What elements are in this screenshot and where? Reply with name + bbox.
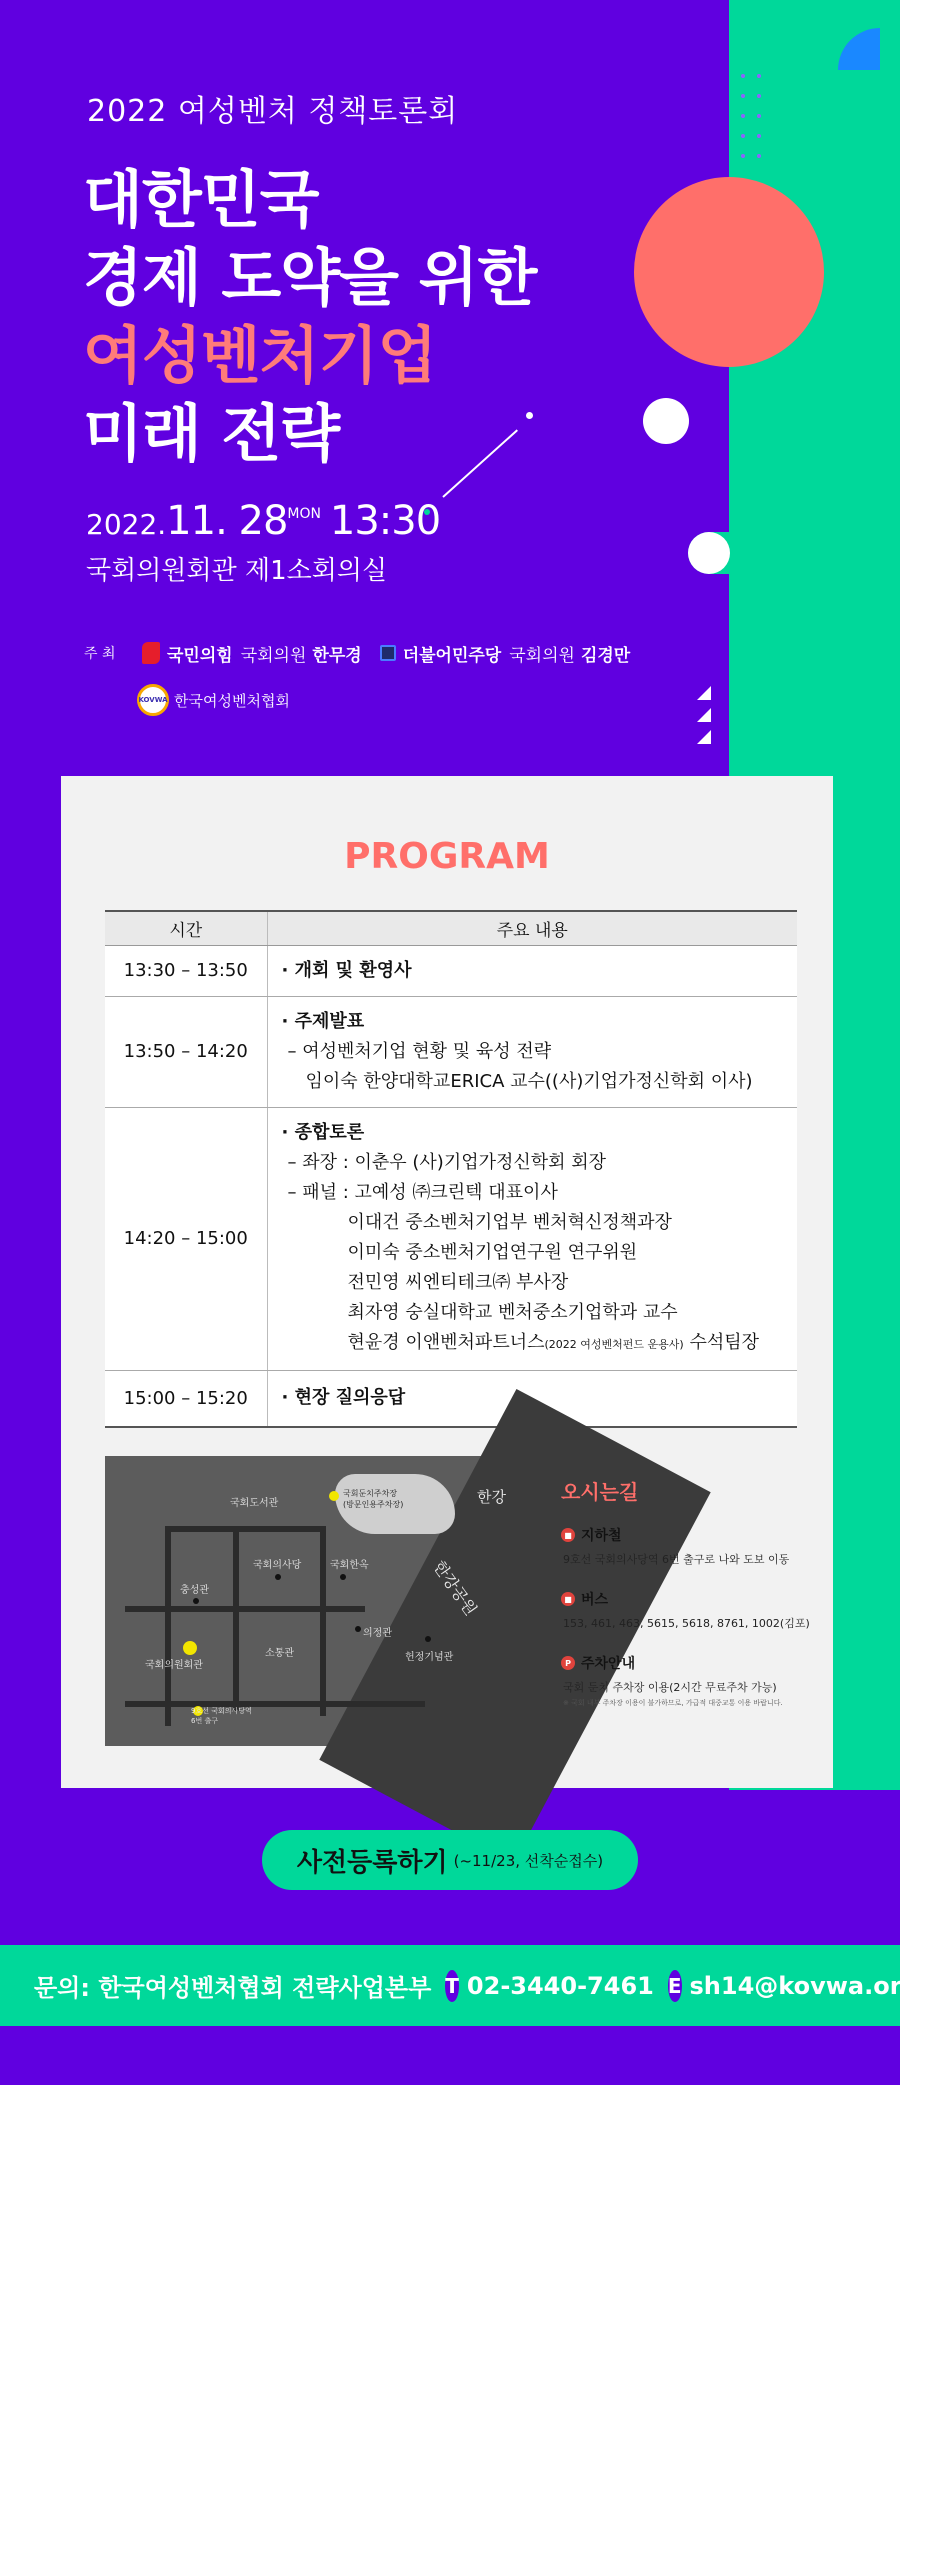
row-line: – 좌장 : 이춘우 (사)기업가정신학회 회장 <box>287 1151 607 1173</box>
map-road <box>165 1526 325 1532</box>
subway-heading: 지하철 <box>581 1528 622 1544</box>
contact-band <box>0 1945 935 2026</box>
row-content <box>267 996 797 1107</box>
directions-parking <box>561 1653 821 1708</box>
map-label-hangang: 한강 <box>477 1488 506 1506</box>
directions-title: 오시는길 <box>561 1480 639 1504</box>
phone-icon: T <box>445 1970 459 2002</box>
date-year: 2022. <box>86 508 167 541</box>
table-header-row <box>105 911 797 945</box>
contact-label: 문의: 한국여성벤처협회 전략사업본부 <box>34 1974 432 2002</box>
row-line: – 패널 : 고예성 ㈜크린텍 대표이사 <box>287 1181 558 1203</box>
contact-email[interactable]: sh14@kovwa.or.kr <box>689 1971 935 2000</box>
row-line <box>282 1328 784 1360</box>
row-line: 임이숙 한양대학교ERICA 교수((사)기업가정신학회 이사) <box>305 1070 753 1092</box>
host1-role: 국회의원 <box>240 645 307 666</box>
bus-icon: ■ <box>561 1592 575 1606</box>
decor-small-dot <box>526 412 533 419</box>
subway-icon: ■ <box>561 1528 575 1542</box>
program-table <box>105 910 797 1428</box>
directions-subway <box>561 1525 821 1567</box>
column-header-content: 주요 내용 <box>267 911 797 945</box>
decor-triangle <box>697 708 711 722</box>
column-header-time: 시간 <box>105 911 267 945</box>
row-heading: · 주제발표 <box>281 1010 365 1032</box>
map-label-office: 국회의원회관 <box>145 1660 203 1671</box>
parking-icon: P <box>561 1656 575 1670</box>
row-heading: · 개회 및 환영사 <box>281 959 412 981</box>
map-label-chunggyo: 충성관 <box>180 1585 209 1596</box>
association-name: 한국여성벤처협회 <box>174 691 290 710</box>
party-logo-icon <box>380 645 396 661</box>
row-time: 15:00 – 15:20 <box>105 1370 267 1427</box>
panelist-name: 현윤경 이앤벤처파트너스 <box>347 1331 545 1353</box>
email-icon: E <box>668 1970 682 2002</box>
register-label: 사전등록하기 <box>296 1847 448 1878</box>
directions-panel <box>561 1476 821 1730</box>
subway-text: 9호선 국회의사당역 6번 출구로 나와 도보 이동 <box>563 1553 790 1566</box>
row-heading: · 종합토론 <box>281 1121 365 1143</box>
host2-party: 더불어민주당 <box>402 645 502 666</box>
parking-text: 국회 둔치 주차장 이용(2시간 무료주차 가능) <box>563 1681 777 1694</box>
event-subtitle: 2022 여성벤처 정책토론회 <box>87 94 459 129</box>
row-time: 14:20 – 15:00 <box>105 1107 267 1370</box>
map-label-uijeong: 의정관 <box>363 1628 392 1639</box>
panelist-note: (2022 여성벤처펀드 운용사) <box>544 1337 684 1351</box>
host2-name: 김경만 <box>580 645 631 666</box>
program-card <box>61 776 833 1788</box>
table-row <box>105 1370 797 1427</box>
map-road <box>165 1526 171 1726</box>
host1-party: 국민의힘 <box>167 645 233 666</box>
decor-dot-grid <box>727 74 767 160</box>
map-pin <box>425 1636 431 1642</box>
event-venue: 국회의원회관 제1소회의실 <box>86 556 388 586</box>
decor-coral-circle <box>634 177 824 367</box>
parking-pin-icon <box>329 1491 339 1501</box>
row-heading: · 현장 질의응답 <box>281 1387 406 1409</box>
decor-triangle <box>697 686 711 700</box>
map-road <box>233 1526 239 1711</box>
row-line: – 여성벤처기업 현황 및 육성 전략 <box>287 1040 552 1062</box>
title-line-4: 미래 전략 <box>83 397 340 470</box>
map-label-library: 국회도서관 <box>230 1498 279 1509</box>
row-line: 이미숙 중소벤처기업연구원 연구위원 <box>347 1241 638 1263</box>
host-label: 주 최 <box>84 646 116 662</box>
map-road <box>125 1701 425 1707</box>
table-row <box>105 945 797 996</box>
date-weekday: MON <box>287 506 321 522</box>
map-label-hanok: 국회한옥 <box>330 1560 369 1571</box>
decor-triangle <box>697 730 711 744</box>
title-line-1: 대한민국 <box>83 163 319 236</box>
date-time: 13:30 <box>329 498 441 544</box>
row-content <box>267 945 797 996</box>
table-row <box>105 996 797 1107</box>
association-logo-icon: KOVWA <box>137 684 169 716</box>
event-date <box>86 498 440 544</box>
title-line-2: 경제 도약을 위한 <box>83 241 537 314</box>
decor-slash-line <box>442 429 518 497</box>
map-label-parking: 국회둔치주차장 (방문인용주차장) <box>343 1489 404 1509</box>
register-button[interactable] <box>262 1830 638 1890</box>
map-label-sorang: 소통관 <box>265 1648 294 1659</box>
map-pin <box>340 1574 346 1580</box>
row-time: 13:30 – 13:50 <box>105 945 267 996</box>
map-label-memorial: 헌정기념관 <box>405 1652 454 1663</box>
parking-note: ※ 국회 내부 주차장 이용이 불가하므로, 가급적 대중교통 이용 바랍니다. <box>563 1699 783 1707</box>
table-row <box>105 1107 797 1370</box>
directions-bus <box>561 1589 821 1631</box>
program-title: PROGRAM <box>344 836 550 877</box>
date-month-day: 11. 28 <box>166 498 288 544</box>
title-line-3: 여성벤처기업 <box>83 319 437 392</box>
decor-white-circle <box>643 398 689 444</box>
host1-name: 한무경 <box>312 645 362 666</box>
venue-pin-icon <box>183 1641 197 1655</box>
row-line: 전민영 씨엔티테크㈜ 부사장 <box>347 1271 569 1293</box>
parking-heading: 주차안내 <box>581 1656 636 1672</box>
bus-text: 153, 461, 463, 5615, 5618, 8761, 1002(김포) <box>563 1617 810 1630</box>
party-logo-icon <box>142 642 160 664</box>
row-line: 최자영 숭실대학교 벤처중소기업학과 교수 <box>347 1301 678 1323</box>
panelist-title: 수석팀장 <box>683 1331 759 1353</box>
row-time: 13:50 – 14:20 <box>105 996 267 1107</box>
location-map <box>105 1456 541 1746</box>
map-label-subway: 9호선 국회의사당역 6번 출구 <box>191 1707 252 1725</box>
map-pin <box>355 1626 361 1632</box>
decor-pill <box>688 532 770 574</box>
bus-heading: 버스 <box>581 1592 609 1608</box>
row-line: 이대건 중소벤처기업부 벤처혁신정책과장 <box>347 1211 672 1233</box>
map-road <box>320 1526 326 1716</box>
association-row <box>137 684 290 716</box>
row-content <box>267 1107 797 1370</box>
map-pin <box>193 1598 199 1604</box>
register-note: (~11/23, 선착순접수) <box>453 1851 604 1870</box>
contact-phone[interactable]: 02-3440-7461 <box>466 1971 654 2000</box>
map-label-hangang-park: 한강공원 <box>429 1557 481 1619</box>
map-pin <box>275 1574 281 1580</box>
host-row <box>84 641 630 665</box>
host2-role: 국회의원 <box>509 645 575 666</box>
map-road <box>125 1606 365 1612</box>
map-label-building: 국회의사당 <box>253 1560 302 1571</box>
